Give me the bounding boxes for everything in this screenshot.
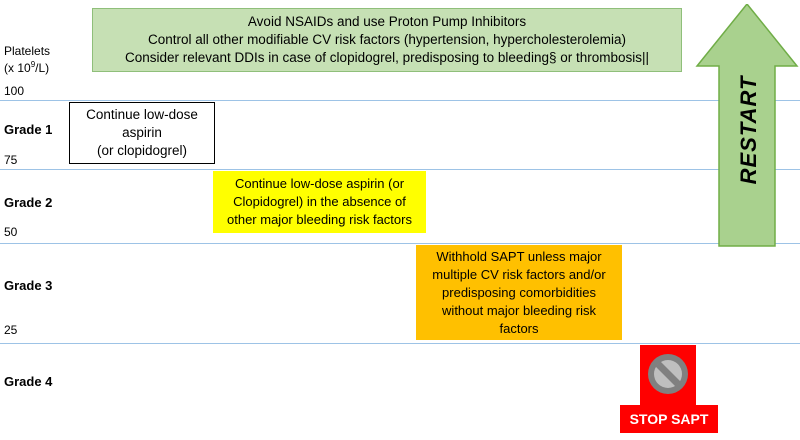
- grade-1-line-3: (or clopidogrel): [96, 143, 188, 158]
- grade-3-recommendation: [416, 245, 622, 340]
- grade-1-line-1: Continue low-dose: [86, 107, 198, 122]
- grade-3-label: Grade 3: [4, 278, 53, 293]
- platelets-unit: (x $10^9/L$): [4, 60, 50, 75]
- grade-3-line-3: predisposing comorbidities: [442, 284, 596, 300]
- tick-100: 100: [4, 84, 25, 98]
- grade-2-line-3: other major bleeding risk factors: [227, 212, 412, 227]
- grade-3-line-2: multiple CV risk factors and/or: [432, 266, 606, 282]
- tick-50: 50: [4, 225, 18, 239]
- platelets-axis-label: [4, 44, 50, 75]
- tick-25: 25: [4, 323, 18, 337]
- grade-1-label: Grade 1: [4, 122, 53, 137]
- stop-sapt-sign: [620, 345, 718, 433]
- no-entry-icon: [648, 354, 688, 394]
- grade-1-line-2: aspirin: [122, 125, 162, 140]
- stop-sapt-label: STOP SAPT: [629, 411, 709, 427]
- threshold-line-100: [0, 100, 800, 101]
- platelets-label: Platelets: [4, 44, 51, 58]
- recommendation-ddis: Consider relevant DDIs in case of clopidogrel, predisposing to bleeding§ or thrombosis||: [124, 50, 650, 65]
- grade-2-label: Grade 2: [4, 195, 53, 210]
- grade-1-recommendation: [69, 102, 215, 164]
- grade-3-line-4: without major bleeding risk: [442, 302, 596, 318]
- restart-label: RESTART: [736, 75, 761, 185]
- threshold-line-50: [0, 243, 800, 244]
- general-recommendations-box: [92, 8, 682, 72]
- grade-3-line-1: Withhold SAPT unless major: [436, 248, 602, 264]
- recommendation-nsaids: Avoid NSAIDs and use Proton Pump Inhibitors: [247, 14, 527, 29]
- grade-4-label: Grade 4: [4, 374, 53, 389]
- grade-2-recommendation: [213, 171, 426, 233]
- recommendation-cv-risk: Control all other modifiable CV risk factors (hypertension, hypercholesterolemia): [148, 32, 626, 47]
- threshold-line-25: [0, 343, 800, 344]
- grade-3-line-5: factors: [499, 320, 539, 336]
- grade-2-line-1: Continue low-dose aspirin (or: [234, 176, 405, 191]
- tick-75: 75: [4, 153, 18, 167]
- grade-2-line-2: Clopidogrel) in the absence of: [233, 194, 406, 209]
- threshold-line-75: [0, 169, 800, 170]
